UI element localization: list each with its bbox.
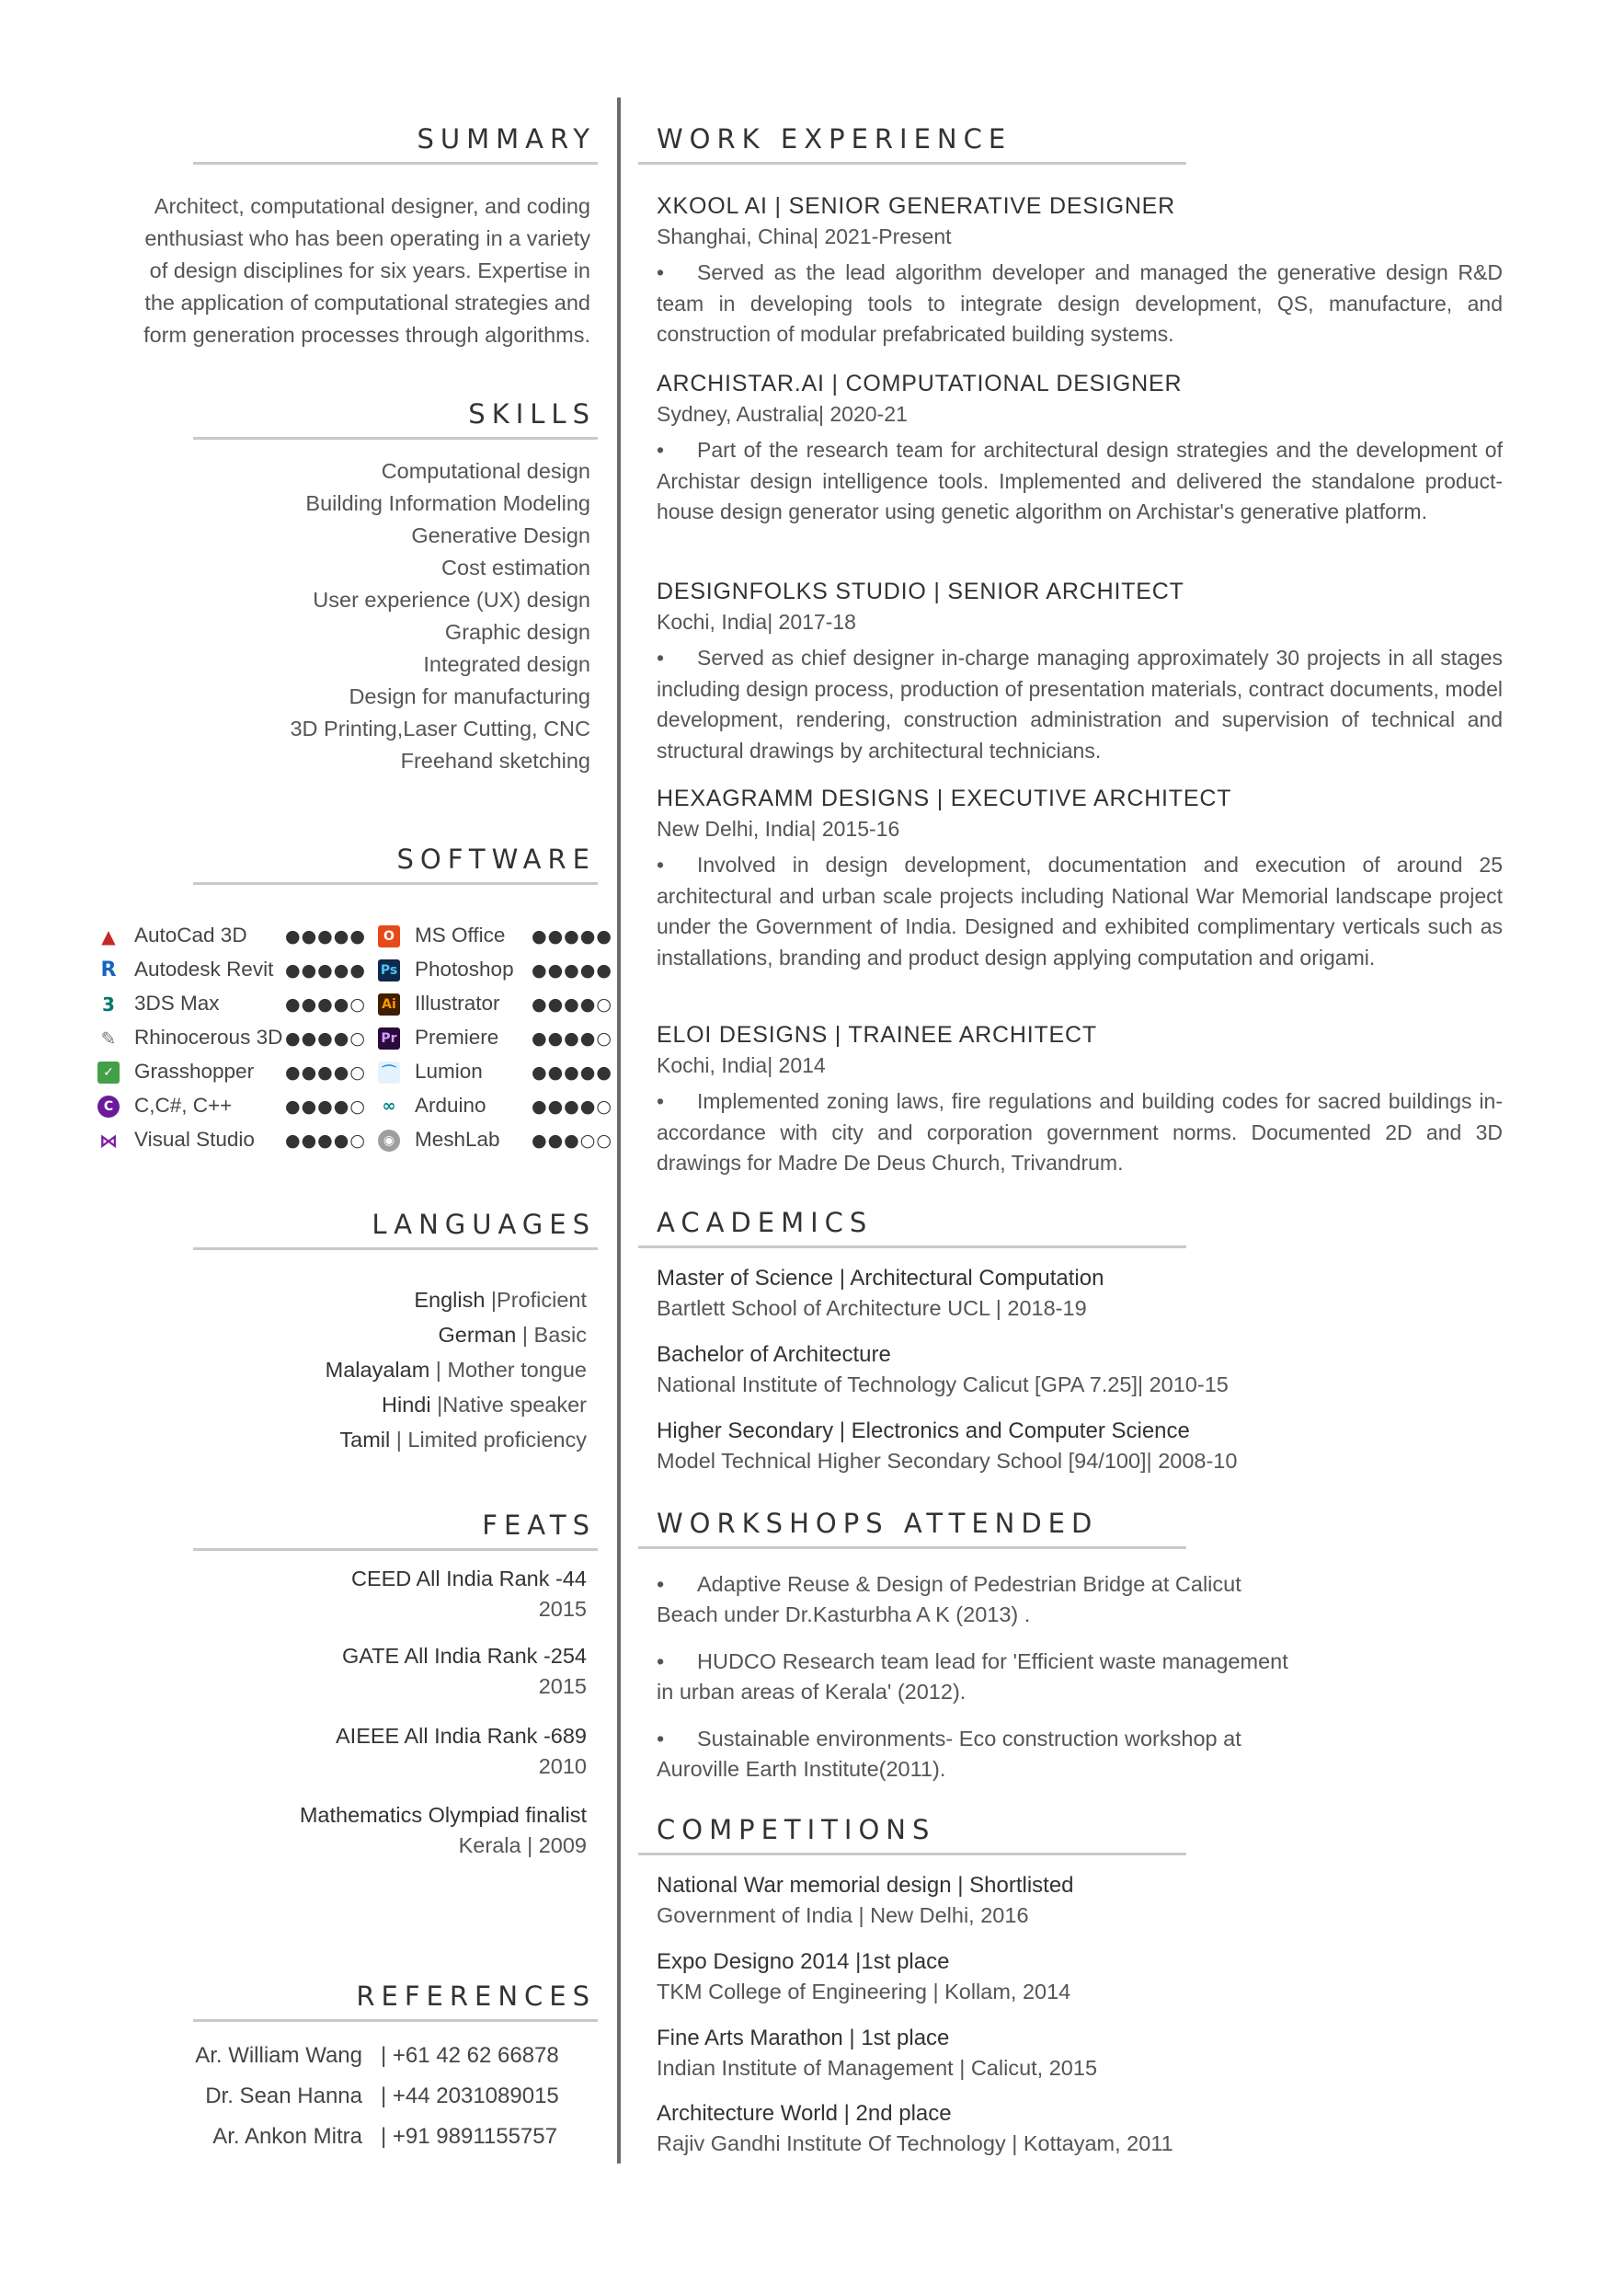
software-rule bbox=[193, 882, 598, 885]
job-entry bbox=[657, 191, 1503, 350]
skill-item: Building Information Modeling bbox=[305, 491, 590, 515]
software-item-rhino: ✎ Rhinocerous 3D bbox=[97, 1026, 282, 1050]
software-item-3dsmax: 3 3DS Max bbox=[97, 992, 220, 1016]
rating-dots: ●●●●○ bbox=[285, 1062, 366, 1083]
job-location: Shanghai, China| 2021-Present bbox=[657, 224, 952, 248]
reference-name: Dr. Sean Hanna bbox=[205, 2084, 362, 2108]
reference-name: Ar. Ankon Mitra bbox=[212, 2124, 362, 2149]
reference-name: Ar. William Wang bbox=[195, 2043, 362, 2068]
rating-dots: ●●●●● bbox=[285, 960, 366, 981]
skill-item: User experience (UX) design bbox=[313, 588, 590, 612]
language-item: English |Proficient bbox=[414, 1288, 587, 1312]
feats-rule bbox=[193, 1548, 598, 1551]
job-entry bbox=[657, 369, 1503, 528]
job-title: DESIGNFOLKS STUDIO | SENIOR ARCHITECT bbox=[657, 579, 1184, 604]
premiere-icon: Pr bbox=[378, 1027, 400, 1050]
software-item-lumion: ⌒ Lumion bbox=[378, 1060, 483, 1084]
skill-item: Generative Design bbox=[411, 523, 590, 547]
job-description: • Implemented zoning laws, fire regulations and building codes for sacred buildings in-accordance with city and corporation government norms. Documented 2D and 3D drawings for Madre De Deus Church, Trivandrum. bbox=[657, 1089, 1503, 1175]
summary-text bbox=[39, 190, 590, 351]
rating-dots: ●●●●○ bbox=[532, 1096, 612, 1117]
skill-item: Design for manufacturing bbox=[349, 684, 590, 708]
language-item: Malayalam | Mother tongue bbox=[325, 1358, 587, 1382]
rating-dots: ●●●●○ bbox=[285, 994, 366, 1015]
workshops-heading: WORKSHOPS ATTENDED bbox=[657, 1508, 1099, 1539]
grasshopper-icon: ✓ bbox=[97, 1062, 120, 1084]
3dsmax-icon: 3 bbox=[97, 993, 120, 1016]
skill-item: Freehand sketching bbox=[400, 749, 590, 773]
rating-dots: ●●●●○ bbox=[285, 1131, 366, 1151]
competition-entry: Fine Arts Marathon | 1st place Indian Institute of Management | Calicut, 2015 bbox=[657, 2026, 1098, 2080]
feat-item: CEED All India Rank -44 2015 bbox=[350, 1567, 587, 1621]
summary-line: the application of computational strategies and bbox=[144, 291, 590, 315]
work-heading: WORK EXPERIENCE bbox=[657, 123, 1012, 155]
summary-line: form generation processes through algorithms. bbox=[143, 323, 590, 347]
meshlab-icon: ◉ bbox=[378, 1130, 400, 1152]
skill-item: Graphic design bbox=[444, 620, 590, 644]
software-item-ms-office: O MS Office bbox=[378, 924, 505, 947]
reference-phone: | +91 9891155757 bbox=[381, 2124, 557, 2149]
references-heading: REFERENCES bbox=[356, 1980, 596, 2012]
software-item-csharp: C C,C#, C++ bbox=[97, 1094, 232, 1118]
job-location: Kochi, India| 2014 bbox=[657, 1053, 826, 1077]
skills-rule bbox=[193, 437, 598, 440]
job-location: New Delhi, India| 2015-16 bbox=[657, 817, 900, 841]
rating-dots: ●●●●● bbox=[532, 926, 612, 947]
languages-heading: LANGUAGES bbox=[372, 1209, 596, 1240]
job-location: Kochi, India| 2017-18 bbox=[657, 610, 856, 634]
rhino-icon: ✎ bbox=[97, 1027, 120, 1050]
software-item-photoshop: Ps Photoshop bbox=[378, 958, 514, 982]
column-divider bbox=[617, 98, 621, 2164]
job-description: • Served as the lead algorithm developer and managed the generative design R&D team in developing tools to integrate design development, QS, manufacture, and construction of modular prefabricated building systems. bbox=[657, 260, 1503, 346]
rating-dots: ●●●●○ bbox=[285, 1096, 366, 1117]
job-entry bbox=[657, 577, 1503, 766]
rating-dots: ●●●●○ bbox=[285, 1028, 366, 1049]
feats-heading: FEATS bbox=[482, 1510, 596, 1541]
software-item-premiere: Pr Premiere bbox=[378, 1026, 498, 1050]
software-item-meshlab: ◉ MeshLab bbox=[378, 1128, 500, 1152]
competitions-rule bbox=[638, 1853, 1186, 1855]
competition-entry: Architecture World | 2nd place Rajiv Gandhi Institute Of Technology | Kottayam, 2011 bbox=[657, 2101, 1173, 2155]
feat-item: Mathematics Olympiad finalist Kerala | 2009 bbox=[299, 1803, 587, 1857]
skills-heading: SKILLS bbox=[468, 398, 596, 430]
software-heading: SOFTWARE bbox=[396, 844, 596, 875]
rating-dots: ●●●●○ bbox=[532, 1028, 612, 1049]
feat-item: GATE All India Rank -254 2015 bbox=[341, 1644, 587, 1698]
workshops-rule bbox=[638, 1546, 1186, 1549]
photoshop-icon: Ps bbox=[378, 959, 400, 982]
job-entry bbox=[657, 784, 1503, 973]
summary-line: of design disciplines for six years. Expertise in bbox=[149, 258, 590, 282]
csharp-icon: C bbox=[97, 1096, 120, 1118]
job-title: XKOOL AI | SENIOR GENERATIVE DESIGNER bbox=[657, 193, 1175, 219]
arduino-icon: ∞ bbox=[378, 1096, 400, 1118]
languages-rule bbox=[193, 1247, 598, 1250]
software-item-visual-studio: ⋈ Visual Studio bbox=[99, 1128, 255, 1153]
competition-entry: National War memorial design | Shortlisted Government of India | New Delhi, 2016 bbox=[657, 1873, 1074, 1927]
workshop-item: • Adaptive Reuse & Design of Pedestrian Bridge at Calicut Beach under Dr.Kasturbha A K (2013) . bbox=[657, 1572, 1241, 1626]
summary-rule bbox=[193, 162, 598, 165]
software-item-grasshopper: ✓ Grasshopper bbox=[97, 1060, 254, 1084]
summary-line: Architect, computational designer, and coding bbox=[154, 194, 590, 218]
job-title: HEXAGRAMM DESIGNS | EXECUTIVE ARCHITECT bbox=[657, 786, 1232, 811]
rating-dots: ●●●●● bbox=[285, 926, 366, 947]
software-item-autocad: ▲ AutoCad 3D bbox=[97, 924, 247, 947]
competitions-heading: COMPETITIONS bbox=[657, 1814, 936, 1845]
job-entry bbox=[657, 1020, 1503, 1179]
academic-entry: Higher Secondary | Electronics and Computer Science Model Technical Higher Secondary School [94/100]| 2008-10 bbox=[657, 1418, 1238, 1473]
software-item-arduino: ∞ Arduino bbox=[378, 1094, 486, 1118]
skill-item: Computational design bbox=[381, 459, 590, 483]
rating-dots: ●●●○○ bbox=[532, 1131, 612, 1151]
summary-line: enthusiast who has been operating in a variety bbox=[144, 226, 590, 250]
references-rule bbox=[193, 2019, 598, 2022]
academic-entry: Bachelor of Architecture National Institute of Technology Calicut [GPA 7.25]| 2010-15 bbox=[657, 1342, 1229, 1396]
lumion-icon: ⌒ bbox=[378, 1062, 400, 1084]
software-item-revit: R Autodesk Revit bbox=[97, 958, 273, 982]
job-description: • Served as chief designer in-charge managing approximately 30 projects in all stages including design process, production of presentation materials, contract documents, model development, rendering, construction administration and supervision of technical and structural drawings by architectural technicians. bbox=[657, 646, 1503, 763]
job-title: ELOI DESIGNS | TRAINEE ARCHITECT bbox=[657, 1022, 1097, 1048]
skill-item: 3D Printing,Laser Cutting, CNC bbox=[290, 717, 590, 740]
visual-studio-icon: ⋈ bbox=[99, 1130, 118, 1153]
feat-item: AIEEE All India Rank -689 2010 bbox=[335, 1724, 587, 1778]
skill-item: Integrated design bbox=[423, 652, 590, 676]
job-description: • Part of the research team for architectural design strategies and the development of Archistar design intelligence tools. Implemented and delivered the standalone product-house design generator using genetic algorithm on Archistar's generative platform. bbox=[657, 438, 1503, 523]
reference-phone: | +61 42 62 66878 bbox=[381, 2043, 559, 2068]
language-item: Hindi |Native speaker bbox=[382, 1393, 587, 1417]
academics-rule bbox=[638, 1246, 1186, 1248]
language-item: German | Basic bbox=[438, 1323, 587, 1347]
work-rule bbox=[638, 162, 1186, 165]
autocad-icon: ▲ bbox=[97, 925, 120, 947]
summary-heading: SUMMARY bbox=[417, 123, 596, 155]
rating-dots: ●●●●● bbox=[532, 1062, 612, 1083]
language-item: Tamil | Limited proficiency bbox=[339, 1428, 587, 1452]
competition-entry: Expo Designo 2014 |1st place TKM College of Engineering | Kollam, 2014 bbox=[657, 1949, 1071, 2003]
workshop-item: • HUDCO Research team lead for 'Efficient waste management in urban areas of Kerala' (2012). bbox=[657, 1649, 1288, 1704]
skills-list bbox=[39, 455, 590, 777]
skill-item: Cost estimation bbox=[441, 556, 590, 580]
revit-icon: R bbox=[97, 959, 120, 982]
software-item-illustrator: Ai Illustrator bbox=[378, 992, 500, 1016]
languages-list bbox=[326, 1282, 587, 1457]
ms-office-icon: O bbox=[378, 925, 400, 947]
illustrator-icon: Ai bbox=[378, 993, 400, 1016]
rating-dots: ●●●●○ bbox=[532, 994, 612, 1015]
workshop-item: • Sustainable environments- Eco construction workshop at Auroville Earth Institute(2011). bbox=[657, 1727, 1241, 1781]
job-description: • Involved in design development, documentation and execution of around 25 architectural and urban scale projects including National War Memorial landscape project under the Government of India. Designed and exhibited complimentary verticals such as installations, branding and product design applying computation and origami. bbox=[657, 853, 1503, 970]
job-title: ARCHISTAR.AI | COMPUTATIONAL DESIGNER bbox=[657, 371, 1183, 396]
academics-heading: ACADEMICS bbox=[657, 1207, 874, 1238]
reference-phone: | +44 2031089015 bbox=[381, 2084, 559, 2108]
academic-entry: Master of Science | Architectural Computation Bartlett School of Architecture UCL | 2018-19 bbox=[657, 1266, 1104, 1320]
job-location: Sydney, Australia| 2020-21 bbox=[657, 402, 908, 426]
rating-dots: ●●●●● bbox=[532, 960, 612, 981]
